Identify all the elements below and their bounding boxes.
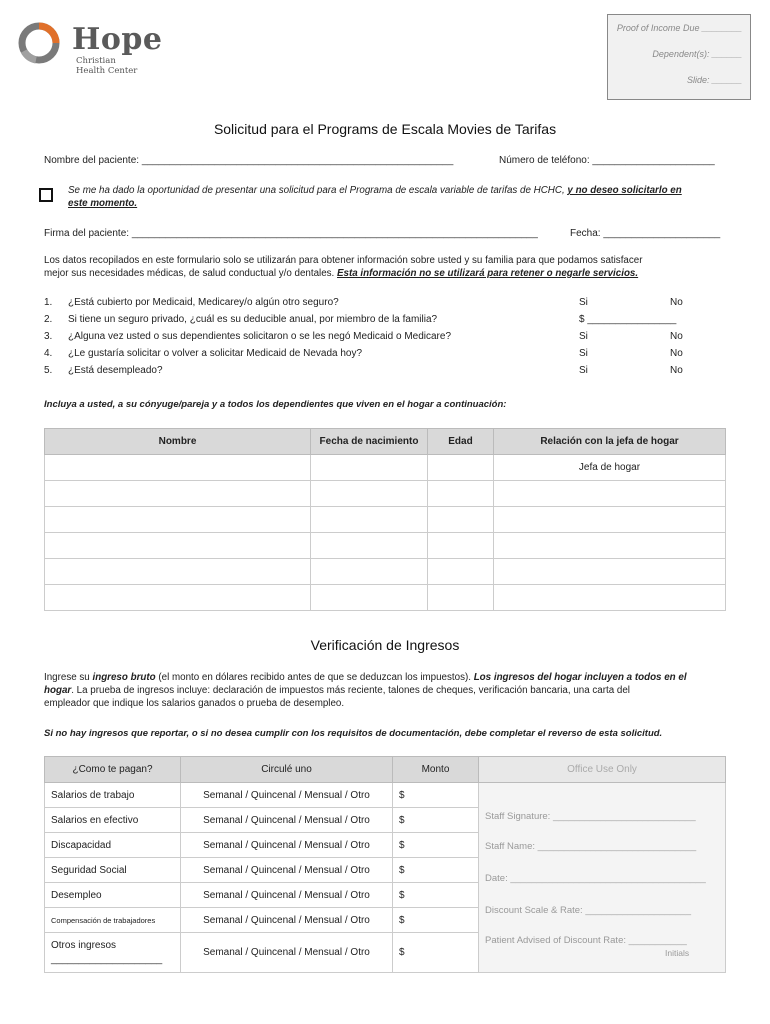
office-info-box (607, 14, 751, 100)
income-note: Si no hay ingresos que reportar, o si no desea cumplir con los requisitos de documentación, debe completar el reverso de esta solicitud. (44, 728, 663, 739)
logo-subtitle: Christian Health Center (76, 56, 138, 76)
dependents-note: Incluya a usted, a su cónyuge/pareja y a todos los dependientes que viven en el hogar a continuación: (44, 399, 507, 410)
head-of-household: Jefa de hogar (494, 455, 726, 481)
question-5: 5. ¿Está desempleado? (44, 365, 163, 376)
q1-no[interactable]: No (670, 297, 683, 308)
col-office-use: Office Use Only (479, 757, 726, 783)
question-4: 4. ¿Le gustaría solicitar o volver a solicitar Medicaid de Nevada hoy? (44, 348, 363, 359)
info-paragraph: Los datos recopilados en este formulario solo se utilizarán para obtener información sobre usted y su familia para que podamos satisfacer mejor sus necesidades médicas, de salud conductual y/o dentales. Esta información no se utilizará para retener o negarle servicios. (44, 255, 643, 279)
q5-no[interactable]: No (670, 365, 683, 376)
table-row: Desempleo Semanal / Quincenal / Mensual / Otro $ (45, 883, 726, 908)
q5-si[interactable]: Si (579, 365, 588, 376)
slide-value: Slide: ______ (686, 75, 742, 85)
logo-name: Hope (72, 22, 163, 57)
dependents-count: Dependent(s): ______ (652, 49, 742, 59)
discount-scale-field[interactable]: Discount Scale & Rate: ____________________ (485, 905, 691, 916)
q4-si[interactable]: Si (579, 348, 588, 359)
logo-ring-icon (16, 20, 62, 66)
logo (16, 18, 186, 78)
question-3: 3. ¿Alguna vez usted o sus dependientes solicitaron o se les negó Medicaid o Medicare? (44, 331, 452, 342)
date-field[interactable]: Fecha: _____________________ (570, 228, 721, 239)
dependents-table (44, 428, 726, 611)
col-relacion: Relación con la jefa de hogar (494, 429, 726, 455)
col-nombre: Nombre (45, 429, 311, 455)
q1-si[interactable]: Si (579, 297, 588, 308)
patient-advised-field[interactable]: Patient Advised of Discount Rate: ___________ (485, 935, 687, 946)
table-row: Discapacidad Semanal / Quincenal / Mensual / Otro $ (45, 833, 726, 858)
table-row: Otros ingresos ____________________ Semanal / Quincenal / Mensual / Otro $ (45, 933, 726, 973)
table-row (45, 559, 726, 585)
office-date-field[interactable]: Date: _____________________________________ (485, 873, 706, 884)
q3-si[interactable]: Si (579, 331, 588, 342)
table-row (45, 481, 726, 507)
table-row: Compensación de trabajadores Semanal / Quincenal / Mensual / Otro $ (45, 908, 726, 933)
table-row (45, 507, 726, 533)
office-use-panel (479, 783, 726, 973)
table-row: Salarios en efectivo Semanal / Quincenal / Mensual / Otro $ (45, 808, 726, 833)
q3-no[interactable]: No (670, 331, 683, 342)
question-1: 1. ¿Está cubierto por Medicaid, Medicarey/o algún otro seguro? (44, 297, 339, 308)
decline-checkbox[interactable] (39, 188, 53, 202)
income-title: Verificación de Ingresos (310, 637, 460, 653)
income-table (44, 756, 726, 973)
staff-signature-field[interactable]: Staff Signature: ___________________________ (485, 811, 696, 822)
staff-name-field[interactable]: Staff Name: ______________________________ (485, 841, 697, 852)
col-monto: Monto (393, 757, 479, 783)
q2-deductible-field[interactable]: $ ________________ (579, 314, 677, 325)
table-row: Seguridad Social Semanal / Quincenal / Mensual / Otro $ (45, 858, 726, 883)
phone-field[interactable]: Número de teléfono: ______________________ (499, 155, 715, 166)
col-edad: Edad (428, 429, 494, 455)
table-row (45, 585, 726, 611)
table-row (45, 533, 726, 559)
q4-no[interactable]: No (670, 348, 683, 359)
col-circule: Circulé uno (181, 757, 393, 783)
initials-label: Initials (665, 948, 690, 958)
page-title: Solicitud para el Programs de Escala Movies de Tarifas (213, 121, 557, 137)
question-2: 2. Si tiene un seguro privado, ¿cuál es su deducible anual, por miembro de la familia? (44, 314, 438, 325)
signature-field[interactable]: Firma del paciente: _________________________________________________________________________ (44, 228, 538, 239)
col-como-pagan: ¿Como te pagan? (45, 757, 181, 783)
table-row (45, 455, 726, 481)
proof-of-income-due: Proof of Income Due ________ (616, 23, 742, 33)
col-fecha: Fecha de nacimiento (311, 429, 428, 455)
patient-name-field[interactable]: Nombre del paciente: ________________________________________________________ (44, 155, 454, 166)
decline-statement: Se me ha dado la oportunidad de presentar una solicitud para el Programa de escala variable de tarifas de HCHC, y no deseo solicitarlo en este momento. (68, 185, 682, 209)
table-row: Salarios de trabajo Semanal / Quincenal / Mensual / Otro $ Staff Signature: ___________________________ Staff Name: ______________________________ Date: _____________________________________ Discount Scale & Rate: ____________________ Patient Advised of Discount Rate: ___________ Initials (45, 783, 726, 808)
income-paragraph: Ingrese su ingreso bruto (el monto en dólares recibido antes de que se deduzcan los impuestos). Los ingresos del hogar incluyen a todos en el hogar. La prueba de ingresos incluye: declaración de impuestos más reciente, talones de cheques, verificación bancaria, una carta del empleador que indique los salarios ganados o prueba de desempleo. (44, 672, 687, 709)
